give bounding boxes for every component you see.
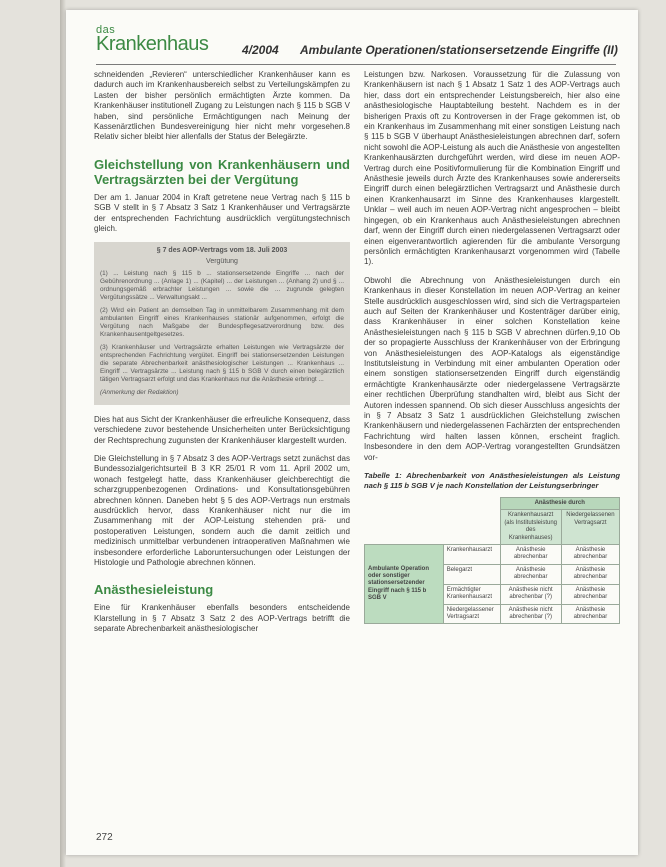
table-cell: Niedergelassener Vertragsarzt bbox=[443, 604, 500, 624]
table-cell bbox=[365, 498, 501, 510]
table-cell bbox=[365, 510, 501, 545]
paragraph: Dies hat aus Sicht der Krankenhäuser die erfreuliche Konsequenz, dass verschiedene zuvor bestehende Unsicherheiten unter Berücksichtigung der Rechtsprechung zugunsten der Krankenhäuser klargestellt wurden. bbox=[94, 414, 350, 445]
table-cell: Krankenhausarzt bbox=[443, 545, 500, 565]
document-page bbox=[66, 10, 638, 855]
table-row bbox=[365, 498, 620, 510]
table-cell: Anästhesie abrechenbar bbox=[561, 545, 619, 565]
table-row bbox=[365, 510, 620, 545]
table-cell: Anästhesie abrechenbar bbox=[500, 564, 561, 584]
table-cell: Ermächtigter Krankenhausarzt bbox=[443, 584, 500, 604]
section-title: Ambulante Operationen/stationsersetzende Eingriffe (II) bbox=[300, 43, 618, 57]
journal-logo-small: das bbox=[96, 24, 116, 36]
law-excerpt-box bbox=[94, 242, 350, 404]
table-cell: Anästhesie nicht abrechenbar (?) bbox=[500, 584, 561, 604]
law-box-paragraph: (1) ... Leistung nach § 115 b ... stationsersetzende Eingriffe ... nach der Gebührenordnung ... (Anlage 1) ... (Kapitel) ... der Leistungen ... (Anhang 2) und § ... ordnungsgemäß erbrachter Leistungen ... sowie die ... zugrunde gelegten Vergütungssätze ... Verwaltungsakt ... bbox=[100, 269, 344, 302]
section-heading: Anästhesieleistung bbox=[94, 582, 214, 598]
right-column bbox=[364, 70, 620, 624]
table-caption: Tabelle 1: Abrechenbarkeit von Anästhesieleistungen als Leistung nach § 115 b SGB V je nach Konstellation der Leistungserbringer bbox=[364, 471, 620, 491]
table-cell: Anästhesie abrechenbar bbox=[500, 545, 561, 565]
table-cell: Anästhesie abrechenbar bbox=[561, 584, 619, 604]
paragraph: schneidenden „Revieren“ unterschiedlicher Krankenhäuser kann es dadurch auch im Krankenhausbereich selbst zu Verteilungskämpfen zu Lasten der bisher persönlich ermächtigten Ärzte kommen. Da Krankenhäuser institutionell Zugang zu Leistungen nach § 115 b SGB V haben, sind persönliche Ermächtigungen nach Meinung der Kassenärztlichen Bundesvereinigung hier nicht mehr vorgesehen.8 Relativ sicher bleibt hier allenfalls der Status der Belegärzte. bbox=[94, 70, 350, 142]
law-box-note: (Anmerkung der Redaktion) bbox=[100, 388, 179, 396]
table-side-label: Ambulante Operation oder sonstiger stationsersetzender Eingriff nach § 115 b SGB V bbox=[365, 545, 444, 624]
left-column bbox=[94, 70, 350, 643]
law-box-subtitle: Vergütung bbox=[206, 257, 238, 265]
table-anesthesia-billing bbox=[364, 497, 620, 624]
table-cell: Anästhesie nicht abrechenbar (?) bbox=[500, 604, 561, 624]
page-number: 272 bbox=[96, 832, 113, 843]
law-box-paragraph: (2) Wird ein Patient an demselben Tag in unmittelbarem Zusammenhang mit dem ambulanten Eingriff eines Krankenhauses stationär aufgenommen, erfolgt die Vergütung nach Maßgabe der Bundespflegesatzverordnung bzw. des Krankenhausentgeltgesetzes. bbox=[100, 306, 344, 339]
paragraph: Leistungen bzw. Narkosen. Voraussetzung für die Zulassung von Krankenhäusern ist nach § 1 Absatz 1 Satz 1 des AOP-Vertrags auch hier, dass dort ein entsprechender Leistungsbereich, hier also eine anästhesiologische Hauptabteilung besteht. Nachdem es in der bisherigen Praxis oft zu Kontroversen in der Frage gekommen ist, ob ein Krankenhaus im Zusammenhang mit einer sonstigen Leistung nach § 115 b SGB V überhaupt Anästhesieleistungen abrechnen darf, sofern nicht sowohl die AOP-Leistung als auch die Anästhesie von angestellten Krankenhausärzten durchgeführt werden, wird diese im neuen AOP-Vertrag durch eine Positivformulierung für die Kombination Eingriff und Anästhesie jeweils durch Ärzte des Krankenhauses sowie andererseits Eingriff durch einen belegärztlichen Vertragsarzt und Anästhesie durch einen Krankenhausarzt im Sinne des Krankenhauses klargestellt. Unklar – weil auch im neuen AOP-Vertrag nicht angesprochen – bleibt hingegen, ob ein Krankenhaus auch Anästhesieleistungen abrechnen darf, wenn der Eingriff durch einen niedergelassenen Vertragsarzt oder einen eigenverantwortlich agierenden für die ambulante Versorgung persönlich ermächtigten Krankenhausarzt vorgenommen wird (Tabelle 1). bbox=[364, 70, 620, 267]
paragraph: Die Gleichstellung in § 7 Absatz 3 des AOP-Vertrags setzt zunächst das Bundessozialgerichtsurteil B 3 KR 25/01 R vom 11. April 2002 um, wonach festgelegt hatte, dass Krankenhäuser gleichberechtigt die scharzgruppenbezogenen Ordinations- und Konsultationsgebühren abrechnen können. Daneben hebt § 5 des AOP-Vertrags nun erstmals ausdrücklich hervor, dass Krankenhäuser nicht nur die im Zusammenhang mit der AOP-Leistung stehenden prä- und postoperativen Leistungen, sondern auch die damit zeitlich und medizinisch unmittelbar verbundenen intraoperativen Maßnahmen wie insbesondere erforderliche Laboruntersuchungen oder Leistungen der Histologie und Pathologie abrechnen können. bbox=[94, 453, 350, 567]
table-row bbox=[365, 545, 620, 565]
law-box-title: § 7 des AOP-Vertrags vom 18. Juli 2003 bbox=[156, 247, 288, 255]
page-header bbox=[96, 24, 616, 65]
table-header: Niedergelassenen Vertragsarzt bbox=[561, 510, 619, 545]
table-cell: Anästhesie abrechenbar bbox=[561, 564, 619, 584]
issue-number: 4/2004 bbox=[242, 43, 279, 57]
table-cell: Anästhesie abrechenbar bbox=[561, 604, 619, 624]
paragraph: Der am 1. Januar 2004 in Kraft getretene neue Vertrag nach § 115 b SGB V stellt in § 7 Absatz 3 Satz 1 Krankenhäuser und Vertragsärzte der entsprechenden Fachrichtung ausdrücklich vergütungstechnisch gleich. bbox=[94, 192, 350, 234]
table-header: Krankenhausarzt (als Institutsleistung des Krankenhauses) bbox=[500, 510, 561, 545]
journal-logo: Krankenhaus bbox=[96, 33, 209, 55]
paragraph: Obwohl die Abrechnung von Anästhesieleistungen durch ein Krankenhaus in dieser Konstellation im neuen AOP-Vertrag an keiner Stelle ausdrücklich ausgeschlossen wird, sind sich die Vertragsparteien auch auf Seiten der Krankenhäuser und Kostenträger darüber einig, dass Krankenhäuser in einer solchen Konstellation keine Anästhesieleistungen nach § 115 b SGB V abrechnen dürfen.9,10 Ob der so propagierte Ausschluss der Krankenhäuser von der Erbringung von Anästhesieleistungen des AOP-Katalogs als eigenständige Institutsleistung in Verbindung mit einer ambulanten Operation oder einem sonstigen stationsersetzenden Eingriff durch eigenständig ermächtigte Krankenhausärzte oder niedergelassene Vertragsärzte einer rechtlichen Überprüfung standhalten wird, bleibt aus Sicht der Autoren indessen spannend. Ob sich dieser Ausschluss angesichts der in § 7 Absatz 3 Satz 1 ausdrücklichen Gleichstellung zwischen Krankenhäusern und niedergelassenen Fachärzten der entsprechenden Fachrichtung wird halten lassen können, erscheint fraglich. Insbesondere in den dem AOP-Vertrag vorangestellten Grundsätzen vor- bbox=[364, 275, 620, 462]
paragraph: Eine für Krankenhäuser ebenfalls besonders entscheidende Klarstellung in § 7 Absatz 3 Satz 2 des AOP-Vertrags betrifft die separate Abrechenbarkeit anästhesiologischer bbox=[94, 603, 350, 634]
table-header: Anästhesie durch bbox=[500, 498, 620, 510]
law-box-paragraph: (3) Krankenhäuser und Vertragsärzte erhalten Leistungen wie Vertragsärzte der entsprechenden Fachrichtung vergütet. Eingriff bei stationsersetzenden Leistungen die separate Abrechenbarkeit anästhesiologischer Leistungen ... Krankenhaus ... Eingriff ... Vertragsärzte ... Leistung nach § 115 b SGB V durch einen belegärztlich tätigen Vertragsarzt erfolgt und das Krankenhaus nur die Anästhesie erbringt ... bbox=[100, 343, 344, 384]
section-heading: Gleichstellung von Krankenhäusern und Vertragsärzten bei der Vergütung bbox=[94, 156, 350, 187]
table-cell: Belegarzt bbox=[443, 564, 500, 584]
